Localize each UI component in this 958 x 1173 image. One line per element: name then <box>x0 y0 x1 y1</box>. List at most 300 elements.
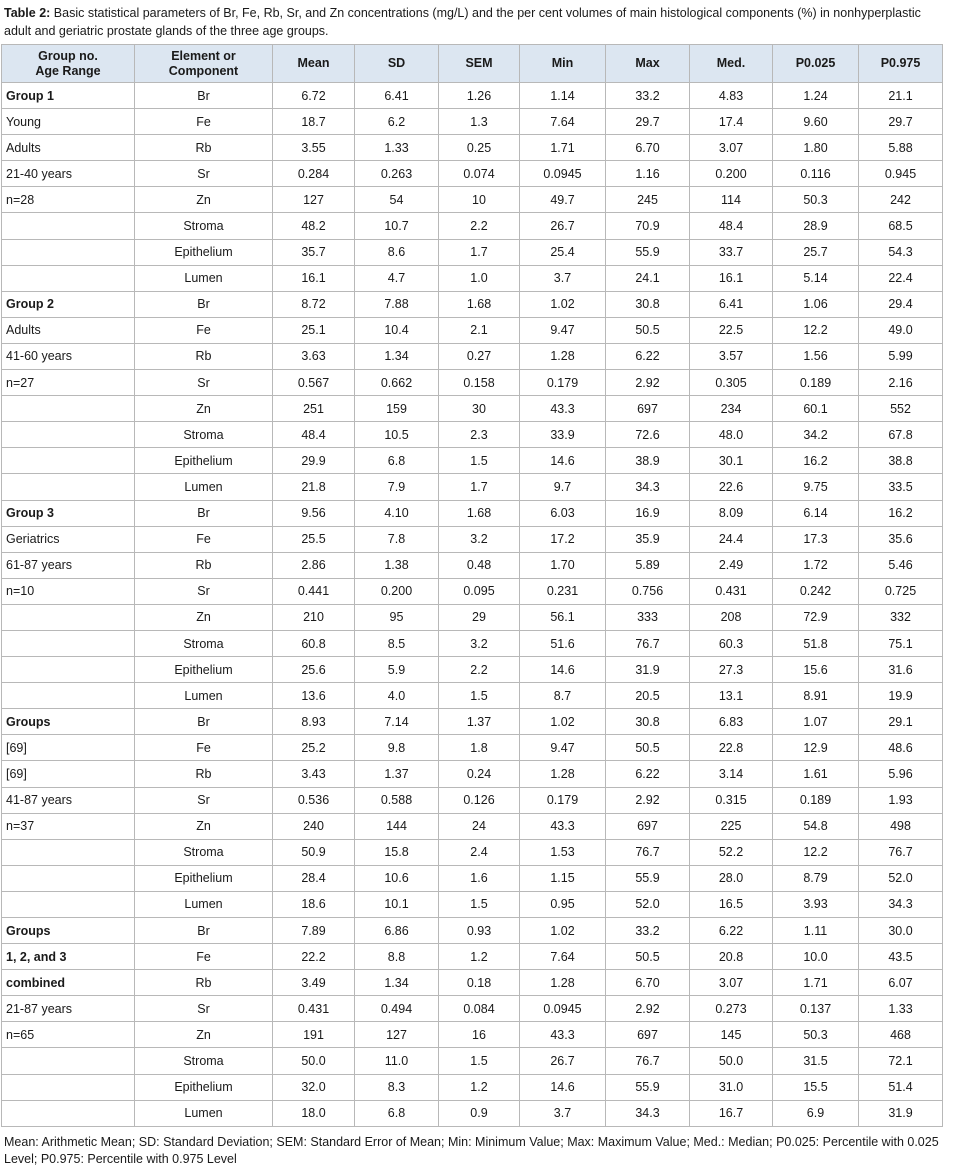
cell-p975: 242 <box>859 187 943 213</box>
cell-max: 2.92 <box>606 996 690 1022</box>
table-row <box>2 474 943 500</box>
cell-sd: 6.8 <box>355 448 439 474</box>
cell-mean: 18.7 <box>273 109 355 135</box>
header-group-line2: Age Range <box>35 63 101 78</box>
cell-min: 8.7 <box>520 683 606 709</box>
cell-sem: 0.48 <box>439 552 520 578</box>
cell-element: Fe <box>135 526 273 552</box>
cell-min: 1.02 <box>520 918 606 944</box>
cell-group <box>2 1100 135 1126</box>
cell-mean: 191 <box>273 1022 355 1048</box>
cell-mean: 13.6 <box>273 683 355 709</box>
cell-group: Adults <box>2 135 135 161</box>
table-row <box>2 83 943 109</box>
cell-median: 13.1 <box>690 683 773 709</box>
cell-median: 30.1 <box>690 448 773 474</box>
cell-p975: 19.9 <box>859 683 943 709</box>
cell-sem: 1.2 <box>439 1074 520 1100</box>
cell-mean: 48.2 <box>273 213 355 239</box>
cell-min: 43.3 <box>520 1022 606 1048</box>
cell-min: 1.53 <box>520 839 606 865</box>
header-element <box>135 45 273 83</box>
cell-p975: 0.725 <box>859 578 943 604</box>
cell-sd: 11.0 <box>355 1048 439 1074</box>
cell-element: Rb <box>135 343 273 369</box>
cell-group <box>2 239 135 265</box>
cell-sem: 1.2 <box>439 944 520 970</box>
cell-max: 333 <box>606 604 690 630</box>
cell-element: Rb <box>135 970 273 996</box>
cell-min: 14.6 <box>520 448 606 474</box>
cell-min: 25.4 <box>520 239 606 265</box>
cell-median: 16.7 <box>690 1100 773 1126</box>
cell-p025: 9.60 <box>773 109 859 135</box>
cell-mean: 6.72 <box>273 83 355 109</box>
cell-element: Zn <box>135 187 273 213</box>
cell-max: 50.5 <box>606 317 690 343</box>
table-row <box>2 187 943 213</box>
cell-sd: 4.10 <box>355 500 439 526</box>
cell-sd: 6.8 <box>355 1100 439 1126</box>
cell-mean: 29.9 <box>273 448 355 474</box>
cell-p975: 1.33 <box>859 996 943 1022</box>
cell-sem: 0.93 <box>439 918 520 944</box>
cell-median: 0.200 <box>690 161 773 187</box>
cell-sem: 30 <box>439 396 520 422</box>
cell-element: Rb <box>135 761 273 787</box>
cell-median: 6.41 <box>690 291 773 317</box>
cell-median: 24.4 <box>690 526 773 552</box>
cell-p025: 1.56 <box>773 343 859 369</box>
cell-group: 41-87 years <box>2 787 135 813</box>
table-row <box>2 213 943 239</box>
cell-group <box>2 891 135 917</box>
cell-p975: 29.4 <box>859 291 943 317</box>
cell-mean: 50.0 <box>273 1048 355 1074</box>
cell-element: Stroma <box>135 1048 273 1074</box>
cell-min: 1.28 <box>520 761 606 787</box>
cell-median: 22.8 <box>690 735 773 761</box>
cell-max: 76.7 <box>606 839 690 865</box>
cell-p025: 34.2 <box>773 422 859 448</box>
cell-sem: 1.68 <box>439 500 520 526</box>
cell-mean: 25.2 <box>273 735 355 761</box>
cell-max: 6.22 <box>606 761 690 787</box>
cell-p975: 38.8 <box>859 448 943 474</box>
table-row <box>2 683 943 709</box>
cell-mean: 22.2 <box>273 944 355 970</box>
cell-element: Lumen <box>135 265 273 291</box>
cell-element: Sr <box>135 161 273 187</box>
cell-median: 48.4 <box>690 213 773 239</box>
table-row <box>2 891 943 917</box>
cell-group: [69] <box>2 761 135 787</box>
table-row <box>2 1048 943 1074</box>
table-row <box>2 761 943 787</box>
cell-sem: 2.1 <box>439 317 520 343</box>
cell-p025: 1.61 <box>773 761 859 787</box>
cell-median: 8.09 <box>690 500 773 526</box>
cell-p975: 31.6 <box>859 657 943 683</box>
cell-p025: 28.9 <box>773 213 859 239</box>
cell-p025: 15.6 <box>773 657 859 683</box>
cell-p975: 6.07 <box>859 970 943 996</box>
cell-p025: 1.24 <box>773 83 859 109</box>
cell-group: Group 3 <box>2 500 135 526</box>
cell-mean: 127 <box>273 187 355 213</box>
cell-mean: 9.56 <box>273 500 355 526</box>
cell-sem: 2.4 <box>439 839 520 865</box>
cell-p975: 31.9 <box>859 1100 943 1126</box>
cell-median: 50.0 <box>690 1048 773 1074</box>
cell-p975: 5.88 <box>859 135 943 161</box>
cell-p975: 498 <box>859 813 943 839</box>
cell-sd: 15.8 <box>355 839 439 865</box>
cell-group: Adults <box>2 317 135 343</box>
cell-group <box>2 630 135 656</box>
table-body <box>2 83 943 1127</box>
cell-p975: 51.4 <box>859 1074 943 1100</box>
cell-min: 9.47 <box>520 317 606 343</box>
cell-median: 3.57 <box>690 343 773 369</box>
cell-group: Young <box>2 109 135 135</box>
cell-p975: 29.1 <box>859 709 943 735</box>
cell-p025: 25.7 <box>773 239 859 265</box>
cell-max: 6.70 <box>606 970 690 996</box>
cell-max: 55.9 <box>606 239 690 265</box>
cell-p975: 52.0 <box>859 865 943 891</box>
table-row <box>2 265 943 291</box>
cell-sem: 3.2 <box>439 630 520 656</box>
cell-element: Zn <box>135 813 273 839</box>
table-row <box>2 317 943 343</box>
cell-group: n=27 <box>2 370 135 396</box>
cell-median: 60.3 <box>690 630 773 656</box>
cell-p025: 12.2 <box>773 317 859 343</box>
cell-max: 24.1 <box>606 265 690 291</box>
cell-group: Group 1 <box>2 83 135 109</box>
cell-p975: 30.0 <box>859 918 943 944</box>
cell-mean: 0.441 <box>273 578 355 604</box>
cell-max: 33.2 <box>606 918 690 944</box>
cell-p025: 6.14 <box>773 500 859 526</box>
cell-max: 31.9 <box>606 657 690 683</box>
cell-mean: 3.63 <box>273 343 355 369</box>
cell-element: Sr <box>135 370 273 396</box>
cell-median: 6.22 <box>690 918 773 944</box>
cell-mean: 25.5 <box>273 526 355 552</box>
cell-sd: 10.7 <box>355 213 439 239</box>
table-row <box>2 578 943 604</box>
cell-median: 16.5 <box>690 891 773 917</box>
cell-p975: 22.4 <box>859 265 943 291</box>
cell-mean: 50.9 <box>273 839 355 865</box>
cell-median: 0.315 <box>690 787 773 813</box>
cell-median: 225 <box>690 813 773 839</box>
cell-p025: 0.189 <box>773 370 859 396</box>
cell-element: Zn <box>135 396 273 422</box>
cell-mean: 3.43 <box>273 761 355 787</box>
cell-group <box>2 448 135 474</box>
cell-max: 76.7 <box>606 630 690 656</box>
cell-sd: 7.14 <box>355 709 439 735</box>
cell-p975: 29.7 <box>859 109 943 135</box>
table-row <box>2 787 943 813</box>
cell-group: [69] <box>2 735 135 761</box>
cell-group <box>2 1074 135 1100</box>
cell-element: Epithelium <box>135 657 273 683</box>
cell-min: 14.6 <box>520 1074 606 1100</box>
cell-p975: 21.1 <box>859 83 943 109</box>
cell-mean: 16.1 <box>273 265 355 291</box>
cell-p025: 1.07 <box>773 709 859 735</box>
cell-group: combined <box>2 970 135 996</box>
cell-mean: 32.0 <box>273 1074 355 1100</box>
cell-median: 27.3 <box>690 657 773 683</box>
cell-min: 56.1 <box>520 604 606 630</box>
cell-element: Stroma <box>135 630 273 656</box>
table-row <box>2 500 943 526</box>
table-caption-label: Table 2: <box>4 6 51 20</box>
cell-min: 9.47 <box>520 735 606 761</box>
cell-element: Rb <box>135 552 273 578</box>
cell-max: 55.9 <box>606 1074 690 1100</box>
cell-element: Epithelium <box>135 865 273 891</box>
cell-element: Epithelium <box>135 448 273 474</box>
cell-median: 208 <box>690 604 773 630</box>
cell-min: 0.179 <box>520 787 606 813</box>
table-row <box>2 944 943 970</box>
cell-min: 1.70 <box>520 552 606 578</box>
cell-sem: 0.18 <box>439 970 520 996</box>
table-row <box>2 604 943 630</box>
cell-sem: 1.5 <box>439 891 520 917</box>
cell-element: Zn <box>135 604 273 630</box>
cell-mean: 8.93 <box>273 709 355 735</box>
cell-max: 245 <box>606 187 690 213</box>
cell-sem: 0.158 <box>439 370 520 396</box>
cell-median: 22.5 <box>690 317 773 343</box>
cell-sd: 7.88 <box>355 291 439 317</box>
cell-p975: 0.945 <box>859 161 943 187</box>
statistics-table <box>1 44 943 1127</box>
cell-p025: 8.91 <box>773 683 859 709</box>
cell-sd: 127 <box>355 1022 439 1048</box>
cell-sd: 4.0 <box>355 683 439 709</box>
table-row <box>2 370 943 396</box>
cell-sem: 16 <box>439 1022 520 1048</box>
cell-max: 6.70 <box>606 135 690 161</box>
cell-element: Lumen <box>135 1100 273 1126</box>
cell-min: 1.28 <box>520 343 606 369</box>
cell-max: 6.22 <box>606 343 690 369</box>
cell-max: 55.9 <box>606 865 690 891</box>
cell-p975: 468 <box>859 1022 943 1048</box>
cell-sem: 1.5 <box>439 448 520 474</box>
cell-sd: 54 <box>355 187 439 213</box>
cell-sd: 159 <box>355 396 439 422</box>
cell-sd: 6.41 <box>355 83 439 109</box>
cell-mean: 0.284 <box>273 161 355 187</box>
cell-element: Lumen <box>135 683 273 709</box>
cell-group <box>2 604 135 630</box>
table-row <box>2 709 943 735</box>
cell-p025: 0.189 <box>773 787 859 813</box>
cell-max: 70.9 <box>606 213 690 239</box>
cell-min: 51.6 <box>520 630 606 656</box>
cell-max: 20.5 <box>606 683 690 709</box>
cell-median: 3.07 <box>690 970 773 996</box>
header-mean: Mean <box>273 45 355 83</box>
cell-min: 14.6 <box>520 657 606 683</box>
cell-median: 48.0 <box>690 422 773 448</box>
cell-max: 30.8 <box>606 709 690 735</box>
header-sd: SD <box>355 45 439 83</box>
table-row <box>2 109 943 135</box>
cell-group: 41-60 years <box>2 343 135 369</box>
cell-sem: 10 <box>439 187 520 213</box>
cell-p025: 8.79 <box>773 865 859 891</box>
cell-element: Br <box>135 83 273 109</box>
cell-mean: 35.7 <box>273 239 355 265</box>
cell-sd: 95 <box>355 604 439 630</box>
cell-mean: 18.0 <box>273 1100 355 1126</box>
cell-min: 26.7 <box>520 1048 606 1074</box>
cell-mean: 2.86 <box>273 552 355 578</box>
cell-mean: 18.6 <box>273 891 355 917</box>
cell-group: Group 2 <box>2 291 135 317</box>
cell-group <box>2 474 135 500</box>
cell-min: 7.64 <box>520 944 606 970</box>
cell-sem: 0.095 <box>439 578 520 604</box>
table-row <box>2 657 943 683</box>
cell-p975: 67.8 <box>859 422 943 448</box>
cell-min: 49.7 <box>520 187 606 213</box>
cell-p975: 34.3 <box>859 891 943 917</box>
cell-p025: 1.72 <box>773 552 859 578</box>
cell-sd: 0.494 <box>355 996 439 1022</box>
cell-p975: 5.96 <box>859 761 943 787</box>
cell-p025: 9.75 <box>773 474 859 500</box>
cell-group <box>2 1048 135 1074</box>
cell-mean: 3.49 <box>273 970 355 996</box>
cell-p025: 1.80 <box>773 135 859 161</box>
header-element-line1: Element or <box>171 48 236 63</box>
cell-element: Rb <box>135 135 273 161</box>
cell-median: 31.0 <box>690 1074 773 1100</box>
cell-max: 697 <box>606 396 690 422</box>
cell-p025: 50.3 <box>773 1022 859 1048</box>
cell-mean: 60.8 <box>273 630 355 656</box>
cell-sem: 2.2 <box>439 213 520 239</box>
cell-max: 16.9 <box>606 500 690 526</box>
table-row <box>2 1022 943 1048</box>
cell-element: Epithelium <box>135 1074 273 1100</box>
cell-max: 50.5 <box>606 944 690 970</box>
cell-sd: 1.33 <box>355 135 439 161</box>
cell-sem: 0.25 <box>439 135 520 161</box>
table-row <box>2 135 943 161</box>
cell-median: 16.1 <box>690 265 773 291</box>
cell-sem: 1.68 <box>439 291 520 317</box>
header-element-line2: Component <box>168 63 239 78</box>
cell-sd: 0.263 <box>355 161 439 187</box>
cell-sem: 1.6 <box>439 865 520 891</box>
cell-min: 1.14 <box>520 83 606 109</box>
cell-p025: 60.1 <box>773 396 859 422</box>
cell-group <box>2 265 135 291</box>
cell-max: 2.92 <box>606 787 690 813</box>
cell-group: Groups <box>2 918 135 944</box>
table-row <box>2 813 943 839</box>
cell-p025: 72.9 <box>773 604 859 630</box>
cell-max: 76.7 <box>606 1048 690 1074</box>
cell-min: 1.71 <box>520 135 606 161</box>
cell-max: 34.3 <box>606 474 690 500</box>
cell-sd: 5.9 <box>355 657 439 683</box>
cell-sem: 1.5 <box>439 683 520 709</box>
cell-group: n=28 <box>2 187 135 213</box>
cell-min: 17.2 <box>520 526 606 552</box>
cell-sem: 1.8 <box>439 735 520 761</box>
table-row <box>2 422 943 448</box>
cell-p025: 1.11 <box>773 918 859 944</box>
table-row <box>2 630 943 656</box>
cell-sd: 0.588 <box>355 787 439 813</box>
cell-min: 1.02 <box>520 291 606 317</box>
cell-mean: 25.1 <box>273 317 355 343</box>
cell-max: 2.92 <box>606 370 690 396</box>
cell-p975: 76.7 <box>859 839 943 865</box>
cell-group: n=10 <box>2 578 135 604</box>
cell-sd: 1.34 <box>355 343 439 369</box>
cell-p025: 12.9 <box>773 735 859 761</box>
table-caption <box>4 4 944 40</box>
cell-p975: 35.6 <box>859 526 943 552</box>
cell-sd: 6.2 <box>355 109 439 135</box>
cell-element: Br <box>135 500 273 526</box>
cell-max: 697 <box>606 1022 690 1048</box>
cell-element: Fe <box>135 317 273 343</box>
cell-mean: 25.6 <box>273 657 355 683</box>
cell-p975: 75.1 <box>859 630 943 656</box>
cell-max: 5.89 <box>606 552 690 578</box>
cell-max: 72.6 <box>606 422 690 448</box>
cell-median: 20.8 <box>690 944 773 970</box>
cell-sd: 144 <box>355 813 439 839</box>
table-row <box>2 343 943 369</box>
cell-sem: 3.2 <box>439 526 520 552</box>
cell-max: 1.16 <box>606 161 690 187</box>
cell-group <box>2 865 135 891</box>
cell-p025: 1.06 <box>773 291 859 317</box>
cell-min: 6.03 <box>520 500 606 526</box>
cell-mean: 3.55 <box>273 135 355 161</box>
cell-element: Stroma <box>135 839 273 865</box>
cell-group <box>2 683 135 709</box>
cell-mean: 8.72 <box>273 291 355 317</box>
table-row <box>2 1100 943 1126</box>
cell-element: Stroma <box>135 422 273 448</box>
cell-mean: 7.89 <box>273 918 355 944</box>
cell-p975: 5.46 <box>859 552 943 578</box>
cell-max: 35.9 <box>606 526 690 552</box>
header-p025: P0.025 <box>773 45 859 83</box>
cell-min: 3.7 <box>520 265 606 291</box>
cell-median: 2.49 <box>690 552 773 578</box>
cell-median: 52.2 <box>690 839 773 865</box>
table-row <box>2 970 943 996</box>
